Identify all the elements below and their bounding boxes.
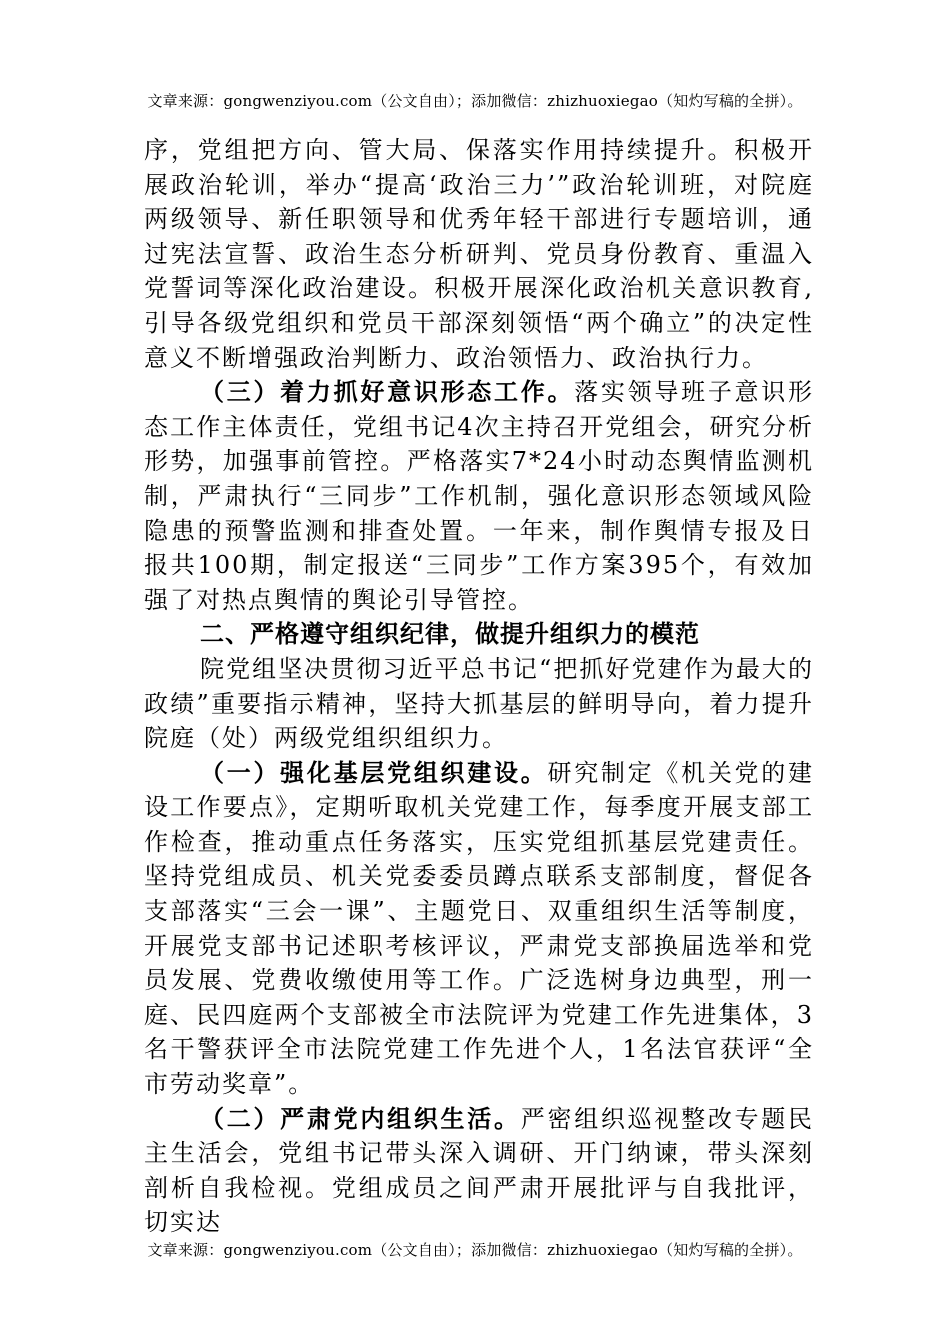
paragraph-ideology-work (144, 375, 814, 617)
section-heading-organization: 二、严格遵守组织纪律，做提升组织力的模范 (200, 620, 700, 649)
paragraph-text-org-life: 严密组织巡视整改专题民主生活会，党组书记带头深入调研、开门纳谏，带头深刻剖析自我检视。党组成员之间严肃开展批评与自我批评，切实达 (144, 1104, 815, 1237)
paragraph-grassroots-building (144, 756, 814, 1102)
paragraph-continuation: 序，党组把方向、管大局、保落实作用持续提升。积极开展政治轮训，举办“提高‘政治三力’”政治轮训班，对院庭两级领导、新任职领导和优秀年轻干部进行专题培训，通过宪法宣誓、政治生态分析研判、党员身份教育、重温入党誓词等深化政治建设。积极开展深化政治机关意识教育,引导各级党组织和党员干部深刻领悟“两个确立”的决定性意义不断增强政治判断力、政治领悟力、政治执行力。 (144, 136, 814, 372)
paragraph-organizational-life (144, 1102, 814, 1240)
paragraph-section-intro: 院党组坚决贯彻习近平总书记“把抓好党建作为最大的政绩”重要指示精神，坚持大抓基层的鲜明导向，着力提升院庭（处）两级党组织组织力。 (144, 654, 814, 753)
header-source-note: 文章来源：gongwenziyou.com（公文自由）；添加微信：zhizhuoxiegao（知灼写稿的全拼）。 (147, 92, 803, 110)
paragraph-lead-org-life: （二）严肃党内组织生活。 (200, 1103, 521, 1133)
paragraph-text-grassroots: 研究制定《机关党的建设工作要点》，定期听取机关党建工作，每季度开展支部工作检查，推动重点任务落实，压实党组抓基层党建责任。坚持党组成员、机关党委委员蹲点联系支部制度，督促各支部落实“三会一课”、主题党日、双重组织生活等制度，开展党支部书记述职考核评议，严肃党支部换届选举和党员发展、党费收缴使用等工作。广泛选树身边典型，刑一庭、民四庭两个支部被全市法院评为党建工作先进集体，3名干警获评全市法院党建工作先进个人，1名法官获评“全市劳动奖章”。 (144, 758, 815, 1099)
paragraph-lead-grassroots: （一）强化基层党组织建设。 (200, 757, 548, 787)
footer-source-note: 文章来源：gongwenziyou.com（公文自由）；添加微信：zhizhuoxiegao（知灼写稿的全拼）。 (147, 1241, 803, 1259)
paragraph-text-ideology: 落实领导班子意识形态工作主体责任，党组书记4次主持召开党组会，研究分析形势，加强事前管控。严格落实7*24小时动态舆情监测机制，严肃执行“三同步”工作机制，强化意识形态领域风险隐患的预警监测和排查处置。一年来，制作舆情专报及日报共100期，制定报送“三同步”工作方案395个，有效加强了对热点舆情的舆论引导管控。 (144, 378, 815, 614)
document-body (144, 133, 814, 1240)
paragraph-lead-ideology: （三）着力抓好意识形态工作。 (200, 377, 575, 407)
